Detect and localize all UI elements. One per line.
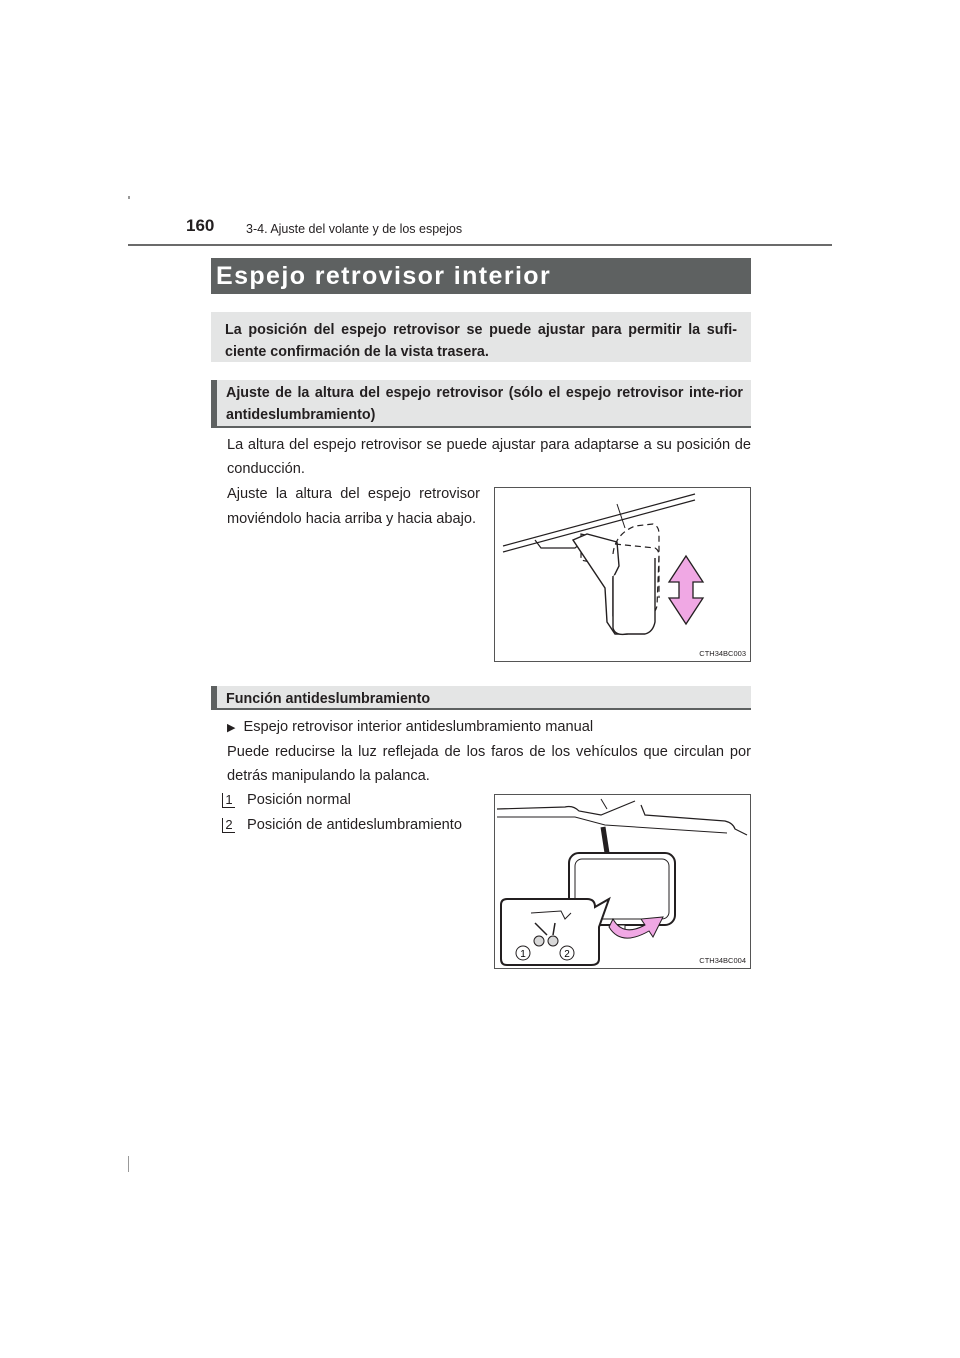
callout-1: 1: [520, 949, 526, 960]
antiglare-bullet: [227, 715, 751, 740]
header-rule: [128, 244, 832, 246]
height-paragraph: La altura del espejo retrovisor se puede ajustar para adaptarse a su posición de conducción.: [227, 437, 751, 477]
intro-box: La posición del espejo retrovisor se puede ajustar para permitir la sufi-ciente confirmación de la vista trasera.: [211, 312, 751, 362]
item-label: Posición normal: [247, 792, 351, 808]
margin-mark: [128, 196, 130, 199]
mirror-lever-illustration: [495, 795, 750, 968]
bullet-text: Espejo retrovisor interior antideslumbramiento manual: [243, 719, 594, 735]
item-number: 2: [222, 818, 235, 833]
figure-height-adjust: [494, 487, 751, 662]
list-item-antiglare: [222, 815, 462, 835]
figure-code: CTH34BC003: [699, 649, 746, 658]
figure-antiglare-lever: [494, 794, 751, 969]
margin-mark: [128, 1156, 129, 1172]
height-instruction: Ajuste la altura del espejo retrovisor moviéndolo hacia arriba y hacia abajo.: [227, 486, 480, 527]
subheading-height: Ajuste de la altura del espejo retrovisor (sólo el espejo retrovisor inte-rior antideslumbramiento): [211, 380, 751, 428]
antiglare-paragraph: Puede reducirse la luz reflejada de los faros de los vehículos que circulan por detrás manipulando la palanca.: [227, 744, 751, 784]
page-number: 160: [186, 216, 215, 235]
callout-2: 2: [564, 949, 570, 960]
item-label: Posición de antideslumbramiento: [247, 817, 462, 833]
running-header: 3-4. Ajuste del volante y de los espejos: [246, 222, 463, 236]
bullet-triangle-icon: ▶: [227, 722, 236, 734]
list-item-normal: [222, 790, 351, 810]
item-number: 1: [222, 793, 235, 808]
section-title: Espejo retrovisor interior: [211, 258, 751, 294]
subheading-antiglare: Función antideslumbramiento: [211, 686, 751, 710]
figure-code: CTH34BC004: [699, 956, 746, 965]
mirror-height-illustration: [495, 488, 750, 661]
